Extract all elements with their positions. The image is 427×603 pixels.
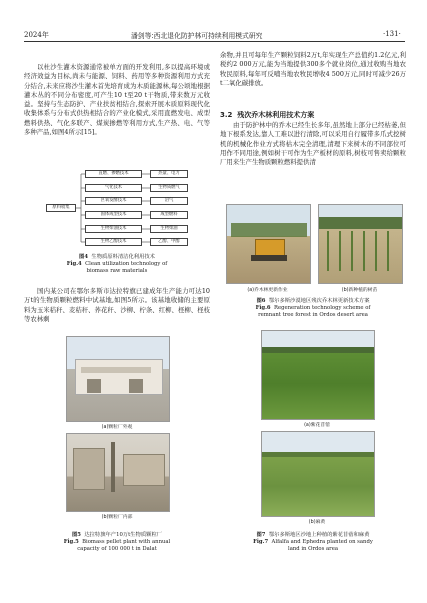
figure4-caption-cn: 生物质原料清洁化利用技术 <box>91 254 155 260</box>
figure5-caption-cn-label: 图5 <box>71 532 81 538</box>
figure6-caption-en: Regeneration technology scheme of remnant tree forest in Ordos desert area <box>258 305 371 318</box>
section-number: 3.2 <box>220 111 233 119</box>
right-paragraph-2: 由于防护林中的乔木已经生长多年,虽然地上部分已经枯萎,但地下根系发达,靠人工难以进行清除,可以采用自行履带多爪式挖树机的机械化作业方式将枯木完全清理,清理下来树木的不同部位可用作不同用途,例如树干可作为生产板材的原料,树枝可售卖给颗粒厂用来生产生物质颗粒燃料提供清 <box>220 121 406 167</box>
figure6-caption-cn: 鄂尔多斯沙漠地区残次乔木林更新技术方案 <box>268 298 370 304</box>
figure7-caption-cn: 鄂尔多斯地区沙地上种植的紫花苜蓿和麻黄 <box>268 532 370 538</box>
figure6b-photo-new-saplings <box>318 204 403 284</box>
figure6-caption <box>220 298 406 319</box>
header-rule <box>24 41 405 42</box>
figure4-product-box: 成型燃料 <box>150 211 188 219</box>
figure7-caption <box>220 532 406 553</box>
figure6-caption-cn-label: 图6 <box>256 298 266 304</box>
figure6a-subcaption: (a)乔木林更新作业 <box>247 288 288 293</box>
figure4-tech-box: 生物柴油技术 <box>85 225 142 233</box>
figure4-caption-en: Clean utilization technology of biomass raw materials <box>85 261 168 274</box>
figure4-tech-box: 气化技术 <box>85 184 142 192</box>
figure7b-photo-ephedra <box>261 431 375 517</box>
figure4-tech-box: 区氧发酵技术 <box>85 197 142 205</box>
header-page-number: ·131· <box>383 30 401 38</box>
figure6b-subcaption: (b)新种植的树苗 <box>341 288 378 293</box>
figure4-product-box: 热量、电力 <box>150 170 188 178</box>
figure4-tech-box: 生物乙醇技术 <box>85 238 142 246</box>
figure4-diagram <box>44 168 204 250</box>
figure4-tech-box: 固体成型技术 <box>85 211 142 219</box>
figure6-caption-en-label: Fig.6 <box>255 305 271 311</box>
figure5-caption-en: Biomass pellet plant with annual capacity of 100 000 t in Dalat <box>77 539 171 552</box>
header-year: 2024年 <box>24 31 49 39</box>
figure5-caption-en-label: Fig.5 <box>63 539 79 545</box>
figure7b-subcaption: (b)麻黄 <box>308 520 326 525</box>
figure5-caption-cn: 达拉特旗年产10万t生物质颗粒厂 <box>84 532 163 538</box>
left-paragraph-1: 以杜沙生灌木资源通常被单方面的开发利用,多以提高环境或经济效益为目标,尚未与能源、饲料、药用等多种资源利用方式充分结合,未来应将沙生灌木首先培育成为木质能源林,每公顷地根据灌木丛的不同分布密度,可产生10 t至20 t干物质,带来数万元收益。坚持与生态防护、产业扶贫相结合,探索开展木质原料现代化收集体系与分布式供热相结合的产业化模式,采用直燃发电、成型燃料供热、气化多联产、煤炭掺燃等利用方式,生产热、电、气等多种产品,如图4所示[15]。 <box>24 63 210 137</box>
figure4-caption-cn-label: 图4 <box>79 254 89 260</box>
figure7-caption-en: Alfalfa and Ephedra planted on sandy land in Ordos area <box>271 539 373 552</box>
figure7a-subcaption: (a)紫花苜蓿 <box>304 423 330 428</box>
figure4-caption-en-label: Fig.4 <box>66 261 82 267</box>
right-paragraph-1: 余物,并且可每年生产颗粒饲料2万t,年实现生产总值约1.2亿元,利税约2 000万元,能为当地提供300多个就业岗位,通过收购当地农牧民原料,每年可反哺当地农牧民增收4 500万元,同时可减少26万t二氧化碳排放。 <box>220 51 406 87</box>
figure7-caption-cn-label: 图7 <box>256 532 266 538</box>
figure4-product-box: 生物质燃气 <box>150 184 188 192</box>
figure5-caption <box>24 532 210 553</box>
figure4-product-box: 乙醇、甲醇 <box>150 238 188 246</box>
figure4-product-box: 沼气 <box>150 197 188 205</box>
left-paragraph-2: 国内某公司在鄂尔多斯市达拉特旗已建成年生产能力可达10万t的生物质颗粒燃料中试基地,如图5所示。该基地收储的主要原料为玉米秸秆、麦秸秆、荞花秆、沙柳、柠条、红柳、柽柳、柽枝等农林剩 <box>24 287 210 323</box>
figure4-caption <box>24 254 210 275</box>
figure7-caption-en-label: Fig.7 <box>253 539 269 545</box>
section-title: 残次乔木林利用技术方案 <box>237 111 315 119</box>
figure4-root-box: 原料收集 <box>46 204 76 212</box>
figure7a-photo-alfalfa <box>261 330 375 420</box>
figure4-product-box: 生物柴油 <box>150 225 188 233</box>
figure5a-subcaption: (a)颗粒厂外观 <box>101 425 133 430</box>
figure6a-photo-forest-renewal <box>226 204 311 284</box>
figure5b-photo-pellet-plant-interior <box>66 433 170 512</box>
figure5b-subcaption: (b)颗粒厂内部 <box>101 515 133 520</box>
section-heading <box>220 110 314 120</box>
figure4-tech-box: 直燃、掺燃技术 <box>85 170 142 178</box>
figure5a-photo-pellet-plant-exterior <box>66 336 170 422</box>
header-title: 潘剑等:西北退化防护林可持续利用模式研究 <box>131 32 263 40</box>
